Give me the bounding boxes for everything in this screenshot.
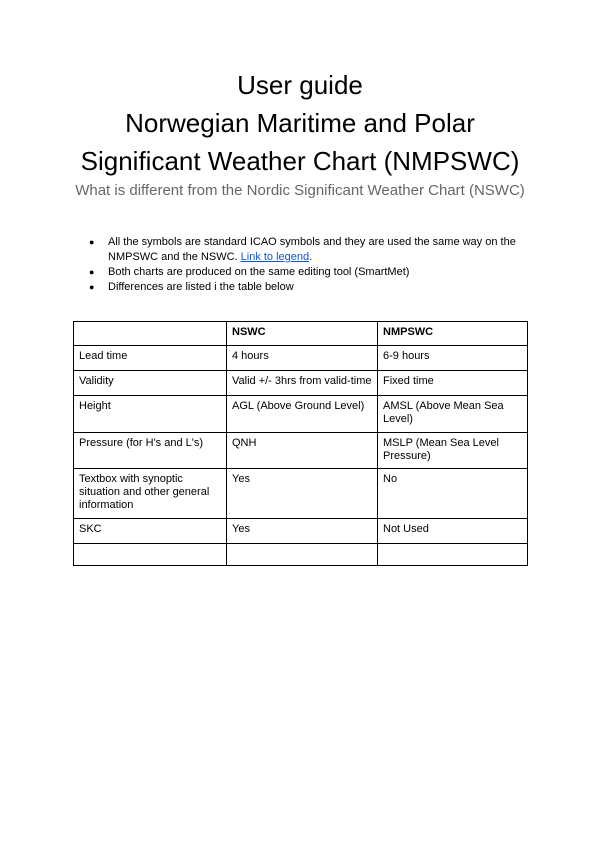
table-cell: Height [74,396,227,433]
table-cell: MSLP (Mean Sea Level Pressure) [378,433,528,469]
table-cell: Lead time [74,346,227,371]
table-cell [227,544,378,566]
table-cell: Not Used [378,519,528,544]
doc-title-2-line-2: Significant Weather Chart (NMPSWC) [80,146,520,176]
bullet-item-differences [88,280,528,295]
table-row-validity [74,371,528,396]
table-cell: QNH [227,433,378,469]
table-cell: 6-9 hours [378,346,528,371]
bullet-icon: ● [89,282,95,292]
comparison-table [73,321,528,566]
table-cell: Textbox with synoptic situation and other general information [74,469,227,519]
table-cell: Valid +/- 3hrs from valid-time [227,371,378,396]
table-cell: Yes [227,469,378,519]
table-cell: SKC [74,519,227,544]
table-header-cell-nmpswc: NMPSWC [378,322,528,346]
table-header-row [74,322,528,346]
table-row-empty [74,544,528,566]
bullet-icon: ● [89,237,95,247]
table-cell: AGL (Above Ground Level) [227,396,378,433]
bullet-item-symbols-text: All the symbols are standard ICAO symbols and they are used the same way on the NMPSWC and the NSWC. [108,236,516,263]
doc-subtitle: What is different from the Nordic Significant Weather Chart (NSWC) [75,182,525,199]
table-header-cell-blank [74,322,227,346]
table-header-cell-nswc: NSWC [227,322,378,346]
table-cell: Fixed time [378,371,528,396]
table-row-height [74,396,528,433]
document-header [0,0,600,201]
table-cell [74,544,227,566]
bullet-item-symbols [88,235,528,265]
table-cell: Pressure (for H's and L's) [74,433,227,469]
table-row-skc [74,519,528,544]
bullet-item-symbols-period: . [309,251,313,263]
table-cell [378,544,528,566]
bullet-item-editing-tool-text: Both charts are produced on the same editing tool (SmartMet) [108,266,410,278]
bullet-icon: ● [89,267,95,277]
table-cell: No [378,469,528,519]
bullet-list [88,235,528,295]
table-row-textbox [74,469,528,519]
doc-title: User guide [237,70,363,100]
legend-link[interactable]: Link to legend [240,251,310,263]
doc-title-2-line-1: Norwegian Maritime and Polar [125,108,475,138]
table-cell: Yes [227,519,378,544]
table-cell: 4 hours [227,346,378,371]
table-row-lead-time [74,346,528,371]
bullet-item-editing-tool [88,265,528,280]
table-row-pressure [74,433,528,469]
bullet-item-differences-text: Differences are listed i the table below [108,281,294,293]
table-cell: AMSL (Above Mean Sea Level) [378,396,528,433]
table-cell: Validity [74,371,227,396]
